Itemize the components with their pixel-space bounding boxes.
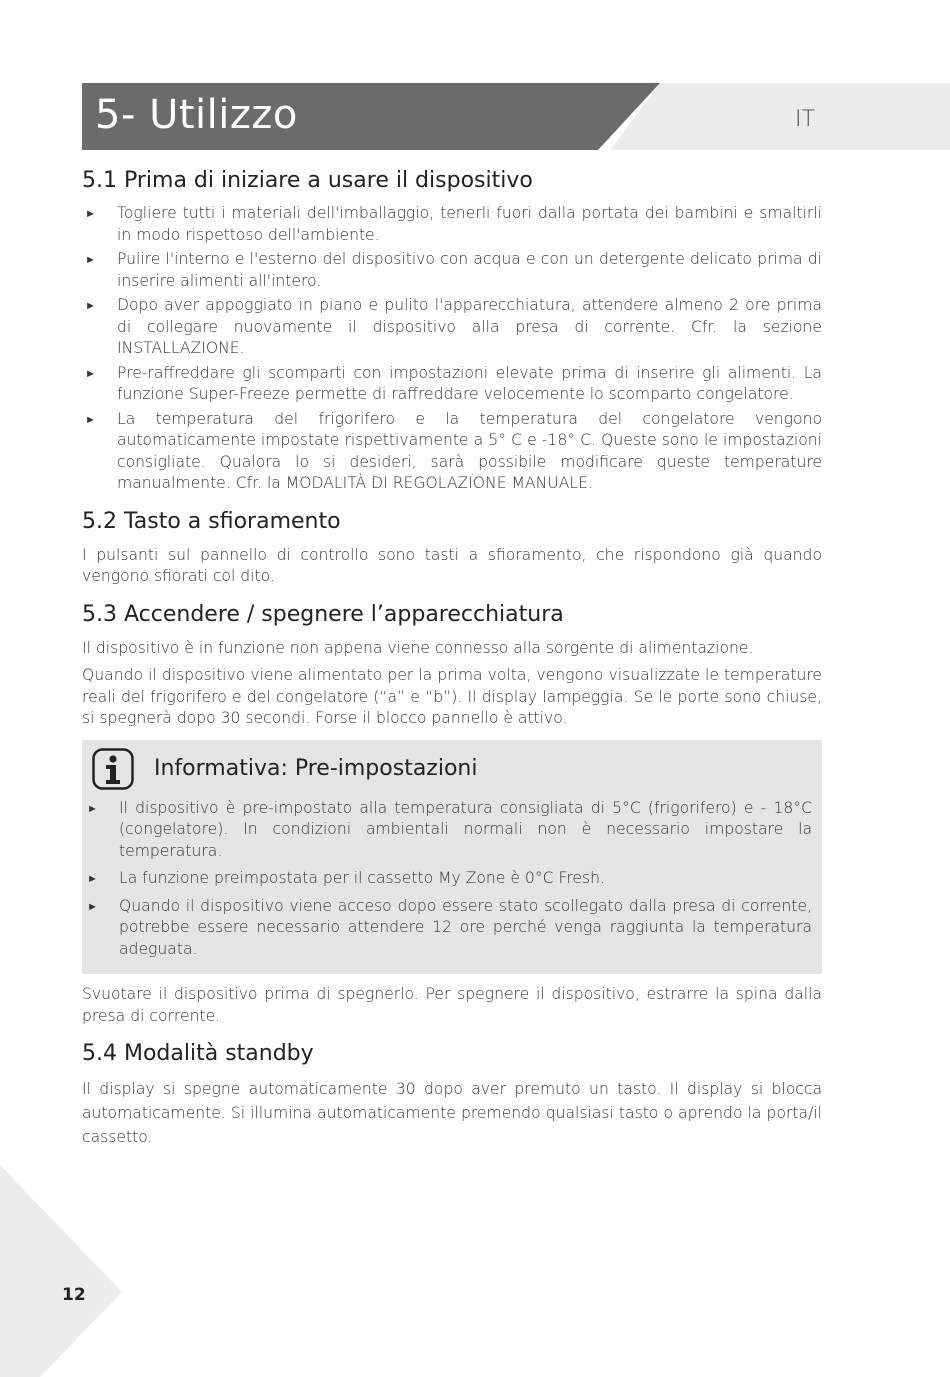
section-title-5-1: 5.1 Prima di iniziare a usare il dispositivo [82,168,533,193]
footer-corner-shape [0,0,130,1377]
bullet-arrow-icon: ► [85,253,96,266]
section-title-5-4: 5.4 Modalità standby [82,1041,314,1066]
bullet-arrow-icon: ► [87,899,98,913]
bullet-arrow-icon: ► [85,366,96,380]
section-title-5-3: 5.3 Accendere / spegnere l’apparecchiatura [82,601,564,627]
list-item: ► Pre-raffreddare gli scomparti con impostazioni elevate prima di inserire gli alimenti. La funzione Super-Freeze permette di raffreddare velocemente lo scomparto congelatore. [85,363,822,403]
bullet-arrow-icon: ► [87,872,98,885]
info-bullet-list [84,798,812,961]
section-5-2 [82,509,822,588]
list-item: ► Quando il dispositivo viene acceso dopo essere stato scollegato dalla presa di corrente, potrebbe essere necessario attendere 12 ore perché venga raggiunta la temperatura adeguata. [87,896,812,958]
paragraph: Il display si spegne automaticamente 30 dopo aver premuto un tasto. Il display si blocca automaticamente. Si illumina automaticamente premendo qualsiasi tasto o aprendo la porta/il cassetto. [82,1080,822,1146]
list-item: ► Pulire l'interno e l'esterno del dispositivo con acqua e con un detergente delicato prima di inserire alimenti all'intero. [85,250,822,290]
bullet-list-5-1 [82,203,822,495]
list-item: ► La funzione preimpostata per il cassetto My Zone è 0°C Fresh. [84,868,812,890]
list-item: ► Togliere tutti i materiali dell'imballaggio, tenerli fuori dalla portata dei bambini e smaltirli in modo rispettoso dell'ambiente. [85,204,822,244]
bullet-arrow-icon: ► [85,412,96,426]
paragraph: Svuotare il dispositivo prima di spegnerlo. Per spegnere il dispositivo, estrarre la spina dalla presa di corrente. [82,985,822,1025]
section-5-4 [82,1041,822,1149]
info-box [82,740,822,975]
section-5-3 [82,602,822,1028]
page-content [82,168,822,1149]
section-title-5-2: 5.2 Tasto a sfioramento [82,508,341,534]
bullet-arrow-icon: ► [87,801,98,815]
paragraph: Il dispositivo è in funzione non appena viene connesso alla sorgente di alimentazione. [82,638,754,657]
bullet-arrow-icon: ► [85,299,96,312]
info-box-title: Informativa: Pre-impostazioni [154,756,478,781]
paragraph: I pulsanti sul pannello di controllo sono tasti a sfioramento, che rispondono già quando vengono sfiorati col dito. [82,545,822,585]
paragraph: Quando il dispositivo viene alimentato per la prima volta, vengono visualizzate le temperature reali del frigorifero e del congelatore (“a” e “b”). Il display lampeggia. Se le porte sono chiuse, si spegnerà dopo 30 secondi. Forse il blocco pannello è attivo. [82,666,822,727]
page-number: 12 [62,1285,86,1305]
chapter-title: 5- Utilizzo [95,92,298,138]
language-label: IT [795,107,815,132]
info-box-header [84,748,812,790]
bullet-arrow-icon: ► [85,207,96,220]
list-item: ► Il dispositivo è pre-impostato alla temperatura consigliata di 5°C (frigorifero) e - 18°C (congelatore). In condizioni ambientali normali non è necessario impostare la temperatura. [87,798,812,860]
list-item: ► Dopo aver appoggiato in piano e pulito l'apparecchiatura, attendere almeno 2 ore prima di collegare nuovamente il dispositivo alla presa di corrente. Cfr. la sezione INSTALLAZIONE. [85,296,822,357]
list-item: ► La temperatura del frigorifero e la temperatura del congelatore vengono automaticamente impostate rispettivamente a 5° C e -18° C. Queste sono le impostazioni consigliate. Qualora lo si desideri, sarà possibile modificare queste temperature manualmente. Cfr. la MODALITÀ DI REGOLAZIONE MANUALE. [85,409,822,492]
